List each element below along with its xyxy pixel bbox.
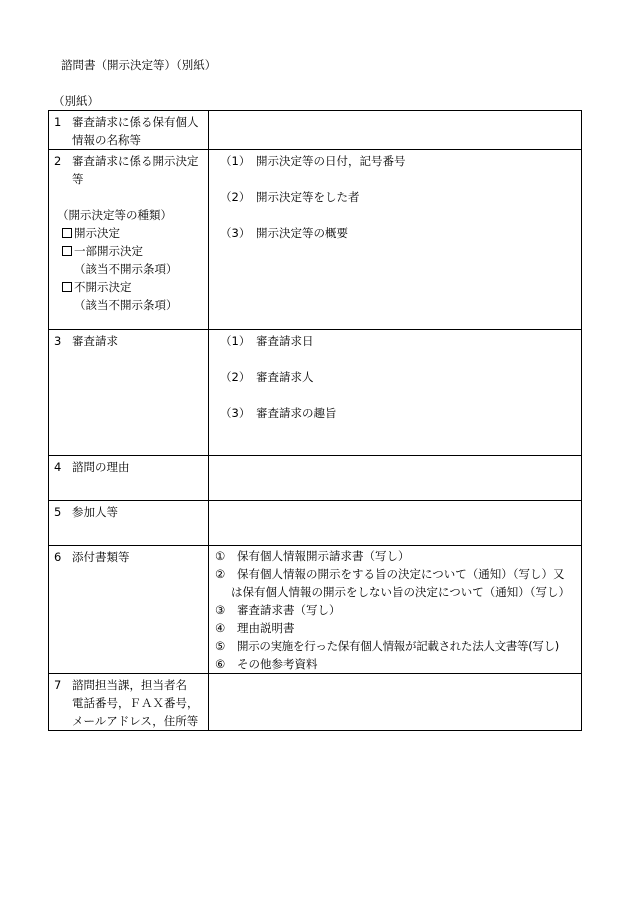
row-number: 1 bbox=[54, 115, 62, 129]
sub-item: （1） 開示決定等の日付，記号番号 bbox=[220, 154, 406, 168]
row-label: 諮問の理由 bbox=[72, 460, 130, 474]
row-consultation-reason bbox=[49, 456, 582, 501]
row-content-cell[interactable] bbox=[209, 150, 582, 330]
decision-kinds-heading: （開示決定等の種類） bbox=[57, 208, 172, 222]
row-number: 7 bbox=[54, 678, 62, 692]
row-content-cell[interactable] bbox=[209, 111, 582, 150]
attachment-item: ⑤ 開示の実施を行った保有個人情報が記載された法人文書等(写し) bbox=[215, 639, 559, 653]
option-non-disclose[interactable]: 不開示決定 bbox=[54, 278, 204, 296]
row-disclosure-decision bbox=[49, 150, 582, 330]
row-number: 6 bbox=[54, 550, 62, 564]
sub-item: （1） 審査請求日 bbox=[220, 334, 314, 348]
row-attachments bbox=[49, 546, 582, 674]
attachment-item: ③ 審査請求書（写し） bbox=[215, 603, 341, 617]
row-number: 4 bbox=[54, 460, 62, 474]
row-label-cont: メールアドレス，住所等 bbox=[72, 714, 199, 728]
row-content-cell[interactable] bbox=[209, 546, 582, 674]
checkbox-icon[interactable] bbox=[62, 246, 72, 256]
attachment-item: ⑥ その他参考資料 bbox=[215, 657, 318, 671]
option-disclose[interactable]: 開示決定 bbox=[54, 224, 204, 242]
sub-item: （2） 審査請求人 bbox=[220, 370, 314, 384]
row-label-cont: 等 bbox=[72, 172, 84, 186]
row-label-cell bbox=[49, 330, 209, 456]
row-label-cell bbox=[49, 546, 209, 674]
attachment-item-cont: は保有個人情報の開示をしない旨の決定について（通知）（写し） bbox=[231, 585, 571, 599]
row-label-cell bbox=[49, 456, 209, 501]
attachment-label: （別紙） bbox=[53, 94, 99, 108]
row-label: 審査請求に係る保有個人 bbox=[72, 115, 199, 129]
row-label: 審査請求に係る開示決定 bbox=[72, 154, 199, 168]
row-participants bbox=[49, 501, 582, 546]
attachment-item: ① 保有個人情報開示請求書（写し） bbox=[215, 549, 410, 563]
partial-note: （該当不開示条項） bbox=[74, 262, 178, 276]
row-content-cell[interactable] bbox=[209, 674, 582, 731]
row-content-cell[interactable] bbox=[209, 456, 582, 501]
checkbox-icon[interactable] bbox=[62, 228, 72, 238]
row-label: 審査請求 bbox=[72, 334, 118, 348]
row-label: 諮問担当課，担当者名 bbox=[72, 678, 187, 692]
row-label-cell bbox=[49, 674, 209, 731]
row-content-cell[interactable] bbox=[209, 501, 582, 546]
row-contact bbox=[49, 674, 582, 731]
row-number: 2 bbox=[54, 154, 62, 168]
checkbox-icon[interactable] bbox=[62, 282, 72, 292]
attachment-item: ② 保有個人情報の開示をする旨の決定について（通知）（写し）又 bbox=[215, 567, 565, 581]
non-disclose-note: （該当不開示条項） bbox=[74, 298, 178, 312]
form-table bbox=[48, 110, 582, 731]
row-label-cell bbox=[49, 501, 209, 546]
row-personal-info-name bbox=[49, 111, 582, 150]
row-number: 5 bbox=[54, 505, 62, 519]
document-title: 諮問書（開示決定等）（別紙） bbox=[61, 58, 217, 72]
attachment-item: ④ 理由説明書 bbox=[215, 621, 295, 635]
row-label: 添付書類等 bbox=[72, 550, 130, 564]
row-label-cont: 電話番号，ＦＡＸ番号， bbox=[72, 696, 199, 710]
row-label: 参加人等 bbox=[72, 505, 118, 519]
row-label-cont: 情報の名称等 bbox=[72, 133, 141, 147]
sub-item: （3） 審査請求の趣旨 bbox=[220, 406, 337, 420]
option-partial-disclose[interactable]: 一部開示決定 bbox=[54, 242, 204, 260]
row-review-request bbox=[49, 330, 582, 456]
row-label-cell bbox=[49, 150, 209, 330]
sub-item: （3） 開示決定等の概要 bbox=[220, 226, 348, 240]
sub-item: （2） 開示決定等をした者 bbox=[220, 190, 360, 204]
row-number: 3 bbox=[54, 334, 62, 348]
row-content-cell[interactable] bbox=[209, 330, 582, 456]
row-label-cell bbox=[49, 111, 209, 150]
